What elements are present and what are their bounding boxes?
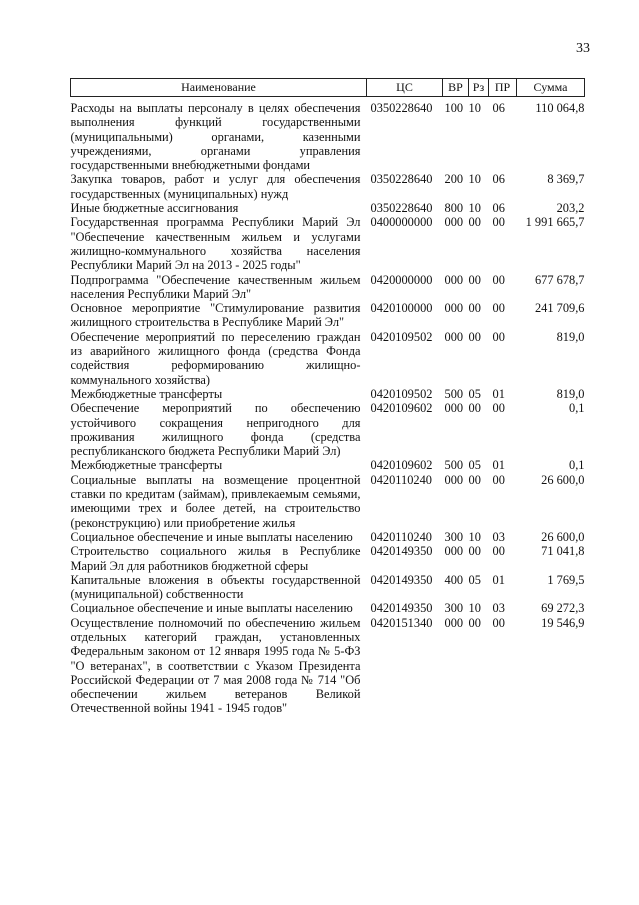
cell-name: Межбюджетные трансферты xyxy=(70,386,223,401)
cell-vr: 000 xyxy=(444,329,464,344)
cell-vr: 000 xyxy=(444,615,464,630)
column-header-rz: Рз xyxy=(469,79,489,97)
cell-sum: 19 546,9 xyxy=(541,615,585,630)
column-header-sum: Сумма xyxy=(517,79,585,97)
cell-rz: 00 xyxy=(468,215,481,230)
cell-pr: 00 xyxy=(492,215,505,230)
cell-sum: 110 064,8 xyxy=(535,101,585,115)
cell-cs: 0420100000 xyxy=(370,301,433,316)
cell-name: Социальные выплаты на возмещение процентной ставки по кредитам (займам), привлекаемым семьями, имеющими трех и более детей, на строительство (реконструкцию) или приобретение жилья xyxy=(70,472,361,530)
cell-name: Социальное обеспечение и иные выплаты населению xyxy=(70,529,353,544)
cell-pr: 06 xyxy=(492,201,505,216)
cell-sum: 819,0 xyxy=(556,386,585,401)
column-header-cs: ЦС xyxy=(367,79,443,97)
cell-cs: 0420109502 xyxy=(370,329,433,344)
cell-pr: 01 xyxy=(492,458,505,473)
cell-rz: 10 xyxy=(468,201,481,216)
cell-cs: 0350228640 xyxy=(370,172,433,187)
cell-rz: 10 xyxy=(468,529,481,544)
table-row xyxy=(71,601,585,615)
cell-pr: 00 xyxy=(492,544,505,559)
cell-sum: 819,0 xyxy=(556,329,585,344)
cell-vr: 800 xyxy=(444,201,464,216)
cell-cs: 0350228640 xyxy=(370,101,433,115)
cell-name: Подпрограмма "Обеспечение качественным жильем населения Республики Марий Эл" xyxy=(70,272,361,301)
cell-sum: 26 600,0 xyxy=(541,472,585,487)
table-row xyxy=(71,473,585,530)
cell-pr: 06 xyxy=(492,101,505,115)
table-row xyxy=(71,573,585,602)
cell-vr: 000 xyxy=(444,472,464,487)
cell-vr: 000 xyxy=(444,215,464,230)
table-row xyxy=(71,301,585,330)
cell-vr: 500 xyxy=(444,458,464,473)
cell-rz: 00 xyxy=(468,272,481,287)
cell-rz: 10 xyxy=(468,101,481,115)
cell-rz: 05 xyxy=(468,458,481,473)
cell-cs: 0350228640 xyxy=(370,201,433,216)
cell-cs: 0420000000 xyxy=(370,272,433,287)
cell-pr: 00 xyxy=(492,329,505,344)
cell-vr: 300 xyxy=(444,601,464,616)
table-row xyxy=(71,273,585,302)
cell-sum: 26 600,0 xyxy=(541,529,585,544)
cell-sum: 0,1 xyxy=(569,458,585,473)
cell-rz: 00 xyxy=(468,472,481,487)
table-row xyxy=(71,458,585,472)
page-number: 33 xyxy=(576,41,590,56)
cell-rz: 00 xyxy=(468,401,481,416)
cell-rz: 00 xyxy=(468,329,481,344)
table-row xyxy=(71,530,585,544)
cell-vr: 000 xyxy=(444,544,464,559)
cell-sum: 677 678,7 xyxy=(534,272,585,287)
cell-cs: 0420149350 xyxy=(370,544,433,559)
cell-name: Осуществление полномочий по обеспечению жильем отдельных категорий граждан, установленных Федеральным законом от 12 января 1995 года № 5-ФЗ "О ветеранах", в соответствии с Указом Президента Российской Федерации от 7 мая 2008 года № 714 "Об обеспечении жильем ветеранов Великой Отечественной войны 1941 - 1945 годов" xyxy=(70,615,361,716)
cell-name: Межбюджетные трансферты xyxy=(70,458,223,473)
cell-vr: 500 xyxy=(444,386,464,401)
cell-sum: 0,1 xyxy=(569,401,585,416)
cell-name: Закупка товаров, работ и услуг для обеспечения государственных (муниципальных) нужд xyxy=(70,172,361,201)
cell-sum: 203,2 xyxy=(556,201,585,216)
cell-cs: 0420109602 xyxy=(370,401,433,416)
cell-vr: 300 xyxy=(444,529,464,544)
cell-sum: 1 991 665,7 xyxy=(525,215,585,230)
cell-vr: 000 xyxy=(444,301,464,316)
cell-name: Обеспечение мероприятий по переселению граждан из аварийного жилищного фонда (средства Фонда содействия реформированию жилищно-коммунального хозяйства) xyxy=(70,329,361,387)
cell-vr: 000 xyxy=(444,272,464,287)
table-row xyxy=(71,97,585,173)
cell-vr: 000 xyxy=(444,401,464,416)
column-header-name: Наименование xyxy=(71,79,367,97)
cell-name: Капитальные вложения в объекты государственной (муниципальной) собственности xyxy=(70,572,361,602)
cell-rz: 00 xyxy=(468,615,481,630)
cell-rz: 05 xyxy=(468,572,481,587)
cell-name: Строительство социального жилья в Республике Марий Эл для работников бюджетной сферы xyxy=(70,544,361,573)
table-header-row xyxy=(71,79,585,97)
cell-pr: 03 xyxy=(492,529,505,544)
cell-name: Обеспечение мероприятий по обеспечению устойчивого сокращения непригодного для проживания жилищного фонда (средства республиканского бюджета Республики Марий Эл) xyxy=(70,401,361,459)
cell-pr: 01 xyxy=(492,386,505,401)
cell-name: Государственная программа Республики Марий Эл "Обеспечение качественным жильем и услугами жилищно-коммунального хозяйства населения Республики Марий Эл на 2013 - 2025 годы" xyxy=(70,215,361,273)
cell-pr: 00 xyxy=(492,272,505,287)
cell-sum: 69 272,3 xyxy=(541,601,585,616)
cell-rz: 10 xyxy=(468,601,481,616)
table-row xyxy=(71,330,585,387)
table-row xyxy=(71,172,585,201)
cell-vr: 200 xyxy=(444,172,464,187)
cell-sum: 71 041,8 xyxy=(541,544,585,559)
cell-pr: 01 xyxy=(492,572,505,587)
cell-name: Социальное обеспечение и иные выплаты населению xyxy=(70,601,353,616)
cell-rz: 10 xyxy=(468,172,481,187)
cell-sum: 241 709,6 xyxy=(534,301,585,316)
table-body xyxy=(71,97,585,716)
cell-pr: 03 xyxy=(492,601,505,616)
table-row xyxy=(71,215,585,272)
cell-sum: 1 769,5 xyxy=(547,572,585,587)
cell-sum: 8 369,7 xyxy=(547,172,585,187)
cell-vr: 100 xyxy=(444,101,464,115)
cell-pr: 00 xyxy=(492,472,505,487)
cell-rz: 00 xyxy=(468,301,481,316)
table-row xyxy=(71,401,585,458)
table-row xyxy=(71,616,585,716)
cell-rz: 05 xyxy=(468,386,481,401)
cell-cs: 0420149350 xyxy=(370,601,433,616)
cell-pr: 00 xyxy=(492,615,505,630)
cell-cs: 0420109502 xyxy=(370,386,433,401)
cell-name: Иные бюджетные ассигнования xyxy=(70,201,239,216)
column-header-pr: ПР xyxy=(489,79,517,97)
cell-name: Основное мероприятие "Стимулирование развития жилищного строительства в Республике Марий Эл" xyxy=(70,301,361,330)
cell-cs: 0420151340 xyxy=(370,615,433,630)
cell-cs: 0420149350 xyxy=(370,572,433,587)
cell-name: Расходы на выплаты персоналу в целях обеспечения выполнения функций государственными (муниципальными) органами, казенными учреждениями, органами управления государственными внебюджетными фондами xyxy=(70,101,361,173)
cell-cs: 0420110240 xyxy=(370,529,432,544)
table-row xyxy=(71,201,585,215)
cell-rz: 00 xyxy=(468,544,481,559)
cell-pr: 00 xyxy=(492,401,505,416)
cell-cs: 0420110240 xyxy=(370,472,432,487)
cell-vr: 400 xyxy=(444,572,464,587)
table-row xyxy=(71,387,585,401)
cell-cs: 0420109602 xyxy=(370,458,433,473)
cell-cs: 0400000000 xyxy=(370,215,433,230)
cell-pr: 06 xyxy=(492,172,505,187)
cell-pr: 00 xyxy=(492,301,505,316)
column-header-vr: ВР xyxy=(443,79,469,97)
budget-table xyxy=(70,78,585,716)
table-row xyxy=(71,544,585,573)
